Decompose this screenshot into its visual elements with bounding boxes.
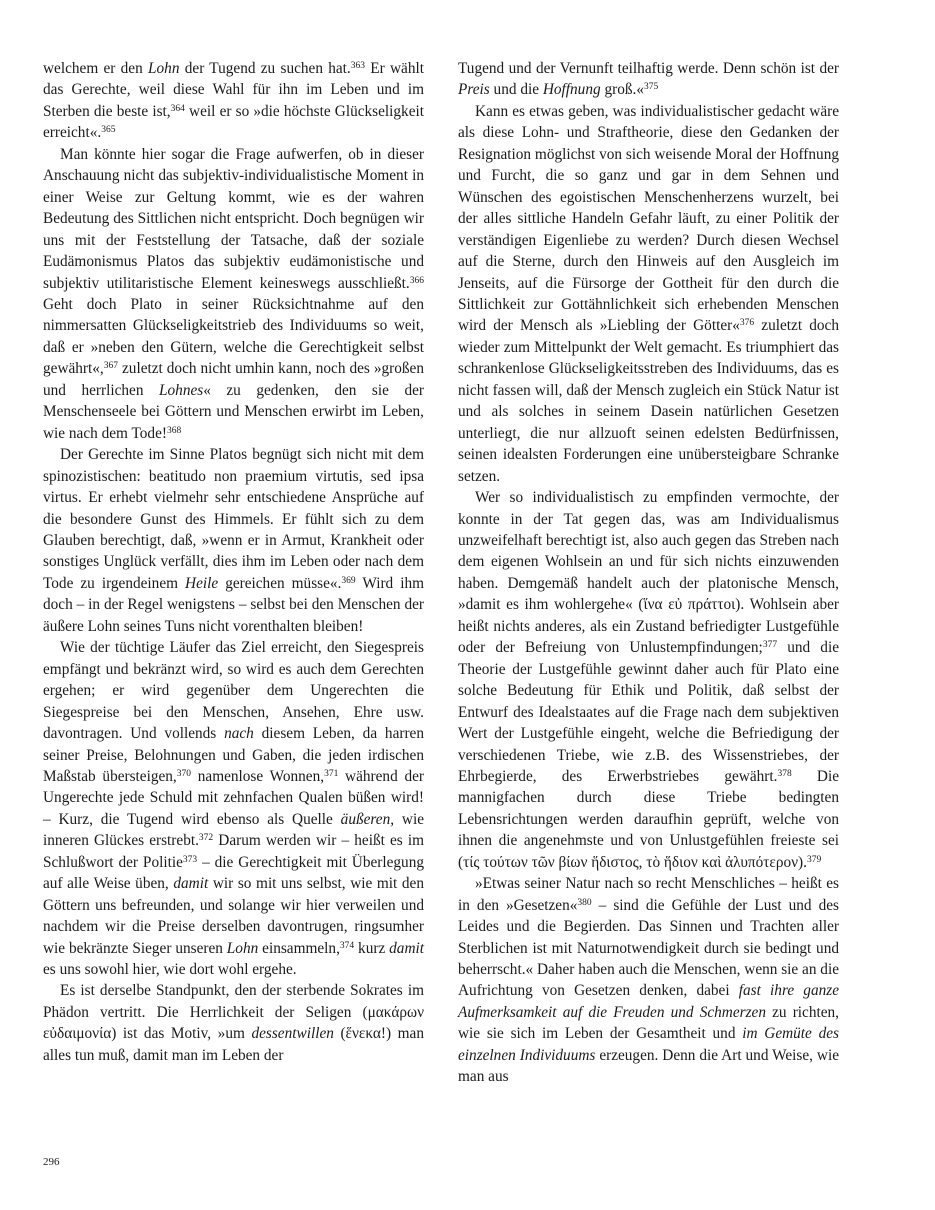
body-text: zuletzt doch nicht umhin kann, noch des »großen und herrlichen xyxy=(43,360,424,399)
footnote-ref: 380 xyxy=(577,897,592,908)
footnote-ref: 366 xyxy=(409,275,424,286)
body-text: Er wählt das Gerechte, weil diese Wahl für ihn im Leben und im Sterben die beste ist, xyxy=(43,60,424,120)
body-text: erzeugen. Denn die Art und Weise, wie man aus xyxy=(458,1046,840,1086)
footnote-ref: 363 xyxy=(350,61,366,71)
body-text: Man könnte hier sogar die Frage aufwerfen, ob in dieser Anschauung nicht das subjektiv-individualistische Moment in einer Weise zur Geltung kommt, wie es der wahren Bedeutung des Sittlichen nicht entspricht. Doch begnügen wir uns mit der Feststellung der Tatsache, daß der soziale Eudämonismus Platos das subjektiv eudämonistische und subjektiv utilitaristische Element keineswegs ausschließt. xyxy=(43,145,424,292)
body-text: weil er so »die höchste Glückseligkeit erreicht«. xyxy=(43,102,424,142)
paragraph xyxy=(458,58,839,101)
body-text: zuletzt doch wieder zum Mittelpunkt der Welt gemacht. Es triumphiert das schrankenlose Glückseligkeitsstreben des Individuums, das es nicht fassen will, daß der Mensch zugleich ein Stück Natur ist und als solches in seinem Dasein natürlichen Gesetzen unterliegt, die nur allzuoft seinen edelsten Bedürfnissen, seinen idealsten Forderungen eine unübersteigbare Schranke setzen. xyxy=(458,317,839,485)
body-text: welchem er den xyxy=(43,60,149,77)
right-column xyxy=(458,58,839,1088)
body-text: Kann es etwas geben, was individualistischer gedacht wäre als diese Lohn- und Straftheorie, diese den Gedanken der Resignation möglichst von sich weisende Moral der Hoffnung und Furcht, die so ganz und gar in dem Sehnen und Wünschen des egoistischen Menschenherzens wurzelt, bei der alles sittliche Handeln Gefahr läuft, zu einer Politik der verständigen Eigenliebe zu werden? Durch diesen Wechsel auf die Sterne, durch den Hinweis auf den Ausgleich im Jenseits, auf die Fürsorge der Gottheit für den durch die Sittlichkeit zur Gottähnlichkeit sich erhebenden Menschen wird der Mensch als »Liebling der Götter« xyxy=(458,102,839,335)
body-text: es uns sowohl hier, wie dort wohl ergehe. xyxy=(43,961,297,979)
body-text: gereichen müsse«. xyxy=(218,574,342,592)
body-text: groß.« xyxy=(600,81,644,99)
footnote-ref: 365 xyxy=(101,125,116,136)
body-text: Wird ihm doch – in der Regel wenigstens – selbst bei den Menschen der äußere Lohn seines Tuns nicht vorenthalten bleiben! xyxy=(43,574,424,635)
body-text: der Tugend zu suchen hat. xyxy=(179,60,351,77)
footnote-ref: 368 xyxy=(166,425,182,436)
paragraph xyxy=(43,637,424,980)
left-column xyxy=(43,58,424,1066)
body-text: einsammeln, xyxy=(258,939,340,957)
emphasis-text: Hoffnung xyxy=(542,81,601,99)
emphasis-text: fast ihre ganze Aufmerksamkeit auf die Freuden und Schmerzen xyxy=(458,982,839,1021)
footnote-ref: 379 xyxy=(806,854,822,865)
footnote-ref: 373 xyxy=(182,854,198,865)
footnote-ref: 369 xyxy=(341,575,356,586)
body-text: Wer so individualistisch zu empfinden vermochte, der konnte in der Tat gegen das, was am Individualismus unzweifelhaft berechtigt ist, also auch gegen das Streben nach dem eigenen Wohlsein an und für sich nichts einzuwenden haben. Demgemäß handelt auch der platonische Mensch, »damit es ihm wohlergehe« (ἵνα εὐ πράττοι). Wohlsein aber heißt nichts anderes, als ein Zustand befriedigter Lustgefühle oder der Befreiung von Unlustempfindungen; xyxy=(458,489,839,657)
body-text: wir so mit uns selbst, wie mit den Göttern uns befreunden, und solange wir hier verweilen und nachdem wir die Preise derselben davontrugen, ringsumher wie bekränzte Sieger unseren xyxy=(43,875,424,957)
emphasis-text: im Gemüte des einzelnen Individuums xyxy=(458,1025,839,1064)
paragraph xyxy=(458,873,839,1088)
footnote-ref: 370 xyxy=(176,768,192,779)
emphasis-text: damit xyxy=(173,875,209,893)
footnote-ref: 376 xyxy=(739,318,755,329)
paragraph xyxy=(43,444,424,637)
body-text: kurz xyxy=(354,939,390,957)
emphasis-text: Lohn xyxy=(226,939,259,957)
paragraph xyxy=(43,58,424,144)
body-text: während der Ungerechte jede Schuld mit zehnfachen Qualen büßen wird! – Kurz, die Tugend wird ebenso als Quelle xyxy=(43,767,424,828)
paragraph xyxy=(43,980,424,1066)
emphasis-text: Lohn xyxy=(148,60,180,77)
body-text: Tugend und der Vernunft teilhaftig werde. Denn schön ist der xyxy=(458,60,839,77)
footnote-ref: 378 xyxy=(777,768,792,779)
paragraph xyxy=(43,144,424,444)
body-text: wie inneren Glückes erstrebt. xyxy=(43,810,424,850)
body-text: und die xyxy=(489,81,543,99)
body-text: (ἕνεκα!) man alles tun muß, damit man im Leben der xyxy=(43,1025,425,1064)
footnote-ref: 372 xyxy=(198,833,214,844)
emphasis-text: damit xyxy=(389,939,424,957)
emphasis-text: äußeren, xyxy=(340,810,395,828)
body-text: zu richten, wie sie sich im Leben der Gesamtheit und xyxy=(458,1003,839,1043)
footnote-ref: 377 xyxy=(762,640,778,651)
footnote-ref: 375 xyxy=(643,82,659,93)
body-text: – die Gerechtigkeit mit Überlegung auf alle Weise üben, xyxy=(43,853,424,893)
body-text: « zu gedenken, den sie der Menschenseele bei Göttern und Menschen erwirbt im Leben, wie nach dem Tode! xyxy=(43,381,424,442)
body-text: »Etwas seiner Natur nach so recht Menschliches – heißt es in den »Gesetzen« xyxy=(458,875,839,914)
paragraph xyxy=(458,487,839,873)
emphasis-text: Heile xyxy=(185,574,219,592)
page-number: 296 xyxy=(43,1156,60,1168)
body-text: – sind die Gefühle der Lust und des Leides und die Begierden. Das Sinnen und Trachten aller Sterblichen ist mit Naturnotwendigkeit durch sie bedingt und beherrscht.« Daher haben auch die Menschen, wenn sie an die Aufrichtung von Gesetzen denken, dabei xyxy=(458,896,839,1000)
footnote-ref: 371 xyxy=(324,768,339,779)
body-text: Darum werden wir – heißt es im Schlußwort der Politie xyxy=(43,832,424,871)
body-text: Geht doch Plato in seiner Rücksichtnahme auf den nimmersatten Glückseligkeitstrieb des Individuums so weit, daß er »neben den Gütern, welche die Gerechtigkeit selbst gewährt«, xyxy=(43,295,424,378)
footnote-ref: 364 xyxy=(170,103,185,114)
body-text: Wie der tüchtige Läufer das Ziel erreicht, den Siegespreis empfängt und bekränzt wird, so wird es auch dem Gerechten ergehen; er wird gegenüber dem Ungerechten die Siegespreise bei den Menschen, Ansehen, Ehre usw. davontragen. Und vollends xyxy=(43,639,424,743)
body-text: und die Theorie der Lustgefühle gewinnt daher auch für Plato eine solche Bedeutung für Ethik und Politik, daß selbst der Entwurf des Idealstaates auf die Frage nach dem subjektiven Wert der Lustgefühle eingeht, welche die Befriedigung der verschiedenen Triebe, wie z.B. des Wissenstriebes, der Ehrbegierde, des Erwerbstriebes gewährt. xyxy=(458,639,839,785)
emphasis-text: Preis xyxy=(458,81,490,99)
emphasis-text: Lohnes xyxy=(159,381,204,399)
body-text: Es ist derselbe Standpunkt, den der sterbende Sokrates im Phädon vertritt. Die Herrlichkeit der Seligen (μακάρων εὐδαιμονία) ist das Motiv, »um xyxy=(43,982,424,1043)
body-text: namenlose Wonnen, xyxy=(191,767,325,785)
emphasis-text: nach xyxy=(224,725,254,743)
footnote-ref: 374 xyxy=(339,940,355,951)
body-text: Die mannigfachen durch diese Triebe bedingten Lebensrichtungen werden daraufhin geprüft, welche von ihnen die angenehmste und von Unlustgefühlen freieste sei (τίς τούτων τῶν βίων ἥδιστος, τὸ ἥδιον καὶ ἀλυπότερον). xyxy=(458,767,839,871)
emphasis-text: dessentwillen xyxy=(251,1025,334,1043)
paragraph xyxy=(458,101,839,487)
body-text: diesem Leben, da harren seiner Preise, Belohnungen und Gaben, die jeden irdischen Maßstab übersteigen, xyxy=(43,725,424,785)
footnote-ref: 367 xyxy=(103,361,118,372)
body-text: Der Gerechte im Sinne Platos begnügt sich nicht mit dem spinozistischen: beatitudo non praemium virtutis, sed ipsa virtus. Er erhebt vielmehr sehr entschiedene Ansprüche auf die besondere Gunst des Himmels. Er fühlt sich zu dem Glauben berechtigt, daß, »wenn er in Armut, Krankheit oder sonstiges Unglück verfällt, dies ihm im Leben oder nach dem Tode zu irgendeinem xyxy=(43,446,424,592)
